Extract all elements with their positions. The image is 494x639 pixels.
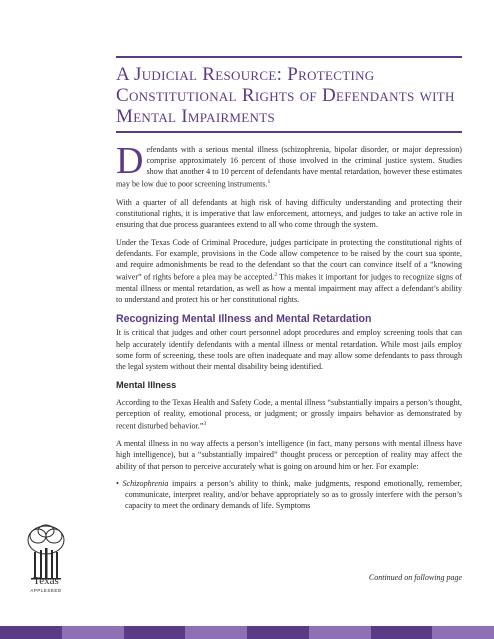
- logo-subtitle: APPLESEED: [30, 588, 62, 593]
- paragraph-5: [116, 397, 462, 432]
- bullet-term: Schizophrenia: [122, 479, 169, 489]
- logo-name: Texas: [33, 575, 59, 587]
- paragraph-3-text-a: Under the Texas Code of Criminal Procedure, judges participate in protecting the constitutional rights of defendants. For example, provisions in the Code allow competence to be raised by the court sua sponte, and require admonishments be read to the defendant so that the court can convince itself of a “knowing waiver” of rights before a plea may be accepted.: [116, 237, 462, 282]
- section-heading-recognizing: Recognizing Mental Illness and Mental Retardation: [116, 313, 372, 326]
- footnote-ref-1: 1: [267, 179, 271, 186]
- drop-cap: D: [116, 140, 144, 182]
- intro-paragraph: [116, 140, 462, 190]
- list-item-schizophrenia: [116, 478, 462, 511]
- paragraph-4: It is critical that judges and other court personnel adopt procedures and employ screening tools that can help accurately identify defendants with a mental illness or mental retardation. While most jails employ some form of screening, these tools are often inadequate and may allow some defendants to pass through the legal system without their mental disability being identified.: [116, 328, 462, 371]
- continued-note: Continued on following page: [368, 573, 462, 582]
- page-title: A Judicial Resource: Protecting Constitutional Rights of Defendants with Mental Impairments: [116, 64, 455, 127]
- subsection-heading-mental-illness: Mental Illness: [116, 379, 177, 390]
- footer-segment: [432, 626, 494, 639]
- footer-segment: [309, 626, 371, 639]
- paragraph-2: With a quarter of all defendants at high risk of having difficulty understanding and protecting their constitutional rights, it is imperative that law enforcement, attorneys, and judges to take an active role in ensuring that due process guarantees extend to all who come through the system.: [116, 197, 462, 230]
- paragraph-3: [116, 237, 462, 306]
- paragraph-5-text: According to the Texas Health and Safety Code, a mental illness “substantially impairs a person’s thought, perception of reality, emotional process, or judgment; or grossly impairs behavior as demonstrated by recent disturbed behavior.”: [116, 397, 462, 431]
- footer-segment: [0, 626, 62, 639]
- paragraph-6: A mental illness in no way affects a person’s intelligence (in fact, many persons with mental illness have high intelligence), but a “substantially impaired” thought process or perception of reality may affect the ability of that person to perceive accurately what is going on around him or her. For example:: [116, 439, 462, 471]
- footer-segment: [185, 626, 247, 639]
- footnote-ref-2: 2: [274, 272, 278, 279]
- bullet-marker: •: [116, 479, 119, 489]
- document-body: [116, 140, 462, 518]
- footer-segment: [371, 626, 433, 639]
- footnote-ref-3: 3: [203, 420, 207, 427]
- paragraph-3-text-b: This makes it important for judges to recognize signs of mental illness or mental retardation, as well as how a mental impairment may affect a defendant’s ability to understand and protect his or her constitutional rights.: [116, 272, 462, 305]
- footer-segment: [62, 626, 124, 639]
- footer-bar: [0, 626, 494, 639]
- bullet-text: impairs a person’s ability to think, make judgments, respond emotionally, remember, communicate, interpret reality, and/or behave appropriately so as to grossly interfere with the person’s capacity to meet the ordinary demands of life. Symptoms: [125, 479, 462, 511]
- footer-segment: [247, 626, 309, 639]
- intro-text: efendants with a serious mental illness (schizophrenia, bipolar disorder, or major depression) comprise approximately 16 percent of those involved in the criminal justice system. Studies show that another 4 to 10 percent of defendants have mental retardation, however these estimates may be low due to poor screening instruments.: [116, 145, 462, 190]
- footer-segment: [124, 626, 186, 639]
- title-rule-top: [116, 56, 462, 58]
- title-rule-bottom: [116, 131, 462, 133]
